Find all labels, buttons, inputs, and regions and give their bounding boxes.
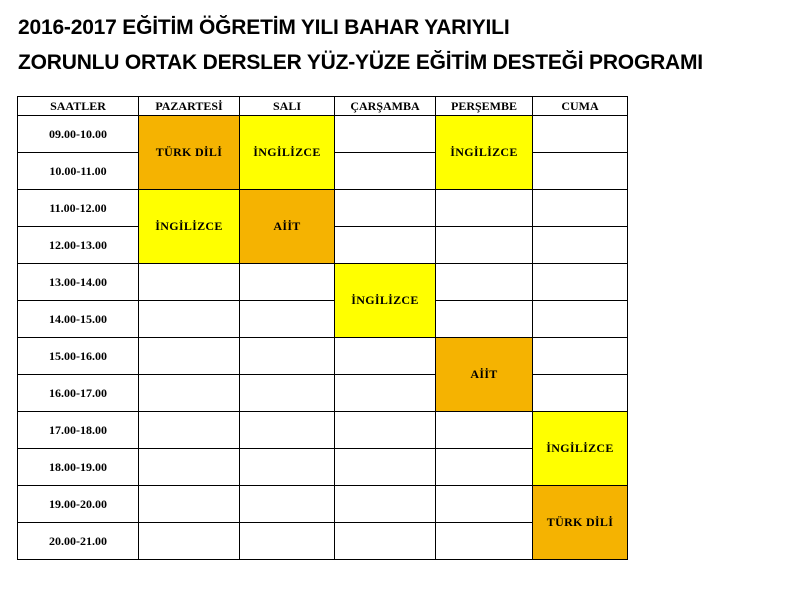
time-cell: 16.00-17.00	[18, 375, 139, 412]
table-row	[18, 375, 628, 412]
time-cell: 14.00-15.00	[18, 301, 139, 338]
empty-cell	[436, 190, 533, 227]
course-cell-pazartesi: İNGİLİZCE	[139, 190, 240, 264]
empty-cell	[139, 449, 240, 486]
empty-cell	[533, 153, 628, 190]
course-cell-persembe: AİİT	[436, 338, 533, 412]
empty-cell	[240, 338, 335, 375]
empty-cell	[533, 301, 628, 338]
empty-cell	[533, 227, 628, 264]
empty-cell	[240, 449, 335, 486]
empty-cell	[533, 264, 628, 301]
header-carsamba: ÇARŞAMBA	[335, 97, 436, 116]
time-cell: 11.00-12.00	[18, 190, 139, 227]
table-row	[18, 338, 628, 375]
course-cell-cuma: TÜRK DİLİ	[533, 486, 628, 560]
title-line-2: ZORUNLU ORTAK DERSLER YÜZ-YÜZE EĞİTİM DESTEĞİ PROGRAMI	[18, 51, 703, 74]
table-row	[18, 412, 628, 449]
empty-cell	[240, 523, 335, 560]
time-cell: 12.00-13.00	[18, 227, 139, 264]
empty-cell	[335, 338, 436, 375]
time-cell: 09.00-10.00	[18, 116, 139, 153]
empty-cell	[335, 375, 436, 412]
empty-cell	[240, 375, 335, 412]
course-cell-cuma: İNGİLİZCE	[533, 412, 628, 486]
header-pazartesi: PAZARTESİ	[139, 97, 240, 116]
empty-cell	[436, 486, 533, 523]
empty-cell	[139, 486, 240, 523]
header-saatler: SAATLER	[18, 97, 139, 116]
empty-cell	[436, 449, 533, 486]
table-row	[18, 486, 628, 523]
course-cell-sali: İNGİLİZCE	[240, 116, 335, 190]
empty-cell	[335, 153, 436, 190]
time-cell: 17.00-18.00	[18, 412, 139, 449]
empty-cell	[240, 264, 335, 301]
course-cell-carsamba: İNGİLİZCE	[335, 264, 436, 338]
course-cell-pazartesi: TÜRK DİLİ	[139, 116, 240, 190]
empty-cell	[139, 264, 240, 301]
empty-cell	[240, 486, 335, 523]
empty-cell	[139, 338, 240, 375]
table-row	[18, 301, 628, 338]
empty-cell	[335, 486, 436, 523]
empty-cell	[533, 375, 628, 412]
empty-cell	[533, 190, 628, 227]
empty-cell	[139, 523, 240, 560]
empty-cell	[335, 227, 436, 264]
empty-cell	[533, 116, 628, 153]
empty-cell	[335, 449, 436, 486]
empty-cell	[436, 264, 533, 301]
time-cell: 10.00-11.00	[18, 153, 139, 190]
empty-cell	[139, 375, 240, 412]
empty-cell	[436, 227, 533, 264]
empty-cell	[436, 523, 533, 560]
time-cell: 19.00-20.00	[18, 486, 139, 523]
header-cuma: CUMA	[533, 97, 628, 116]
course-cell-persembe: İNGİLİZCE	[436, 116, 533, 190]
empty-cell	[335, 116, 436, 153]
time-cell: 13.00-14.00	[18, 264, 139, 301]
time-cell: 20.00-21.00	[18, 523, 139, 560]
header-sali: SALI	[240, 97, 335, 116]
table-row	[18, 264, 628, 301]
header-persembe: PERŞEMBE	[436, 97, 533, 116]
empty-cell	[335, 190, 436, 227]
empty-cell	[240, 301, 335, 338]
empty-cell	[240, 412, 335, 449]
table-row	[18, 116, 628, 153]
header-row	[18, 97, 628, 116]
empty-cell	[335, 523, 436, 560]
empty-cell	[436, 301, 533, 338]
schedule-table	[17, 96, 628, 560]
empty-cell	[335, 412, 436, 449]
empty-cell	[139, 301, 240, 338]
time-cell: 18.00-19.00	[18, 449, 139, 486]
empty-cell	[139, 412, 240, 449]
table-row	[18, 190, 628, 227]
empty-cell	[436, 412, 533, 449]
title-line-1: 2016-2017 EĞİTİM ÖĞRETİM YILI BAHAR YARIYILI	[18, 16, 510, 39]
course-cell-sali: AİİT	[240, 190, 335, 264]
time-cell: 15.00-16.00	[18, 338, 139, 375]
empty-cell	[533, 338, 628, 375]
